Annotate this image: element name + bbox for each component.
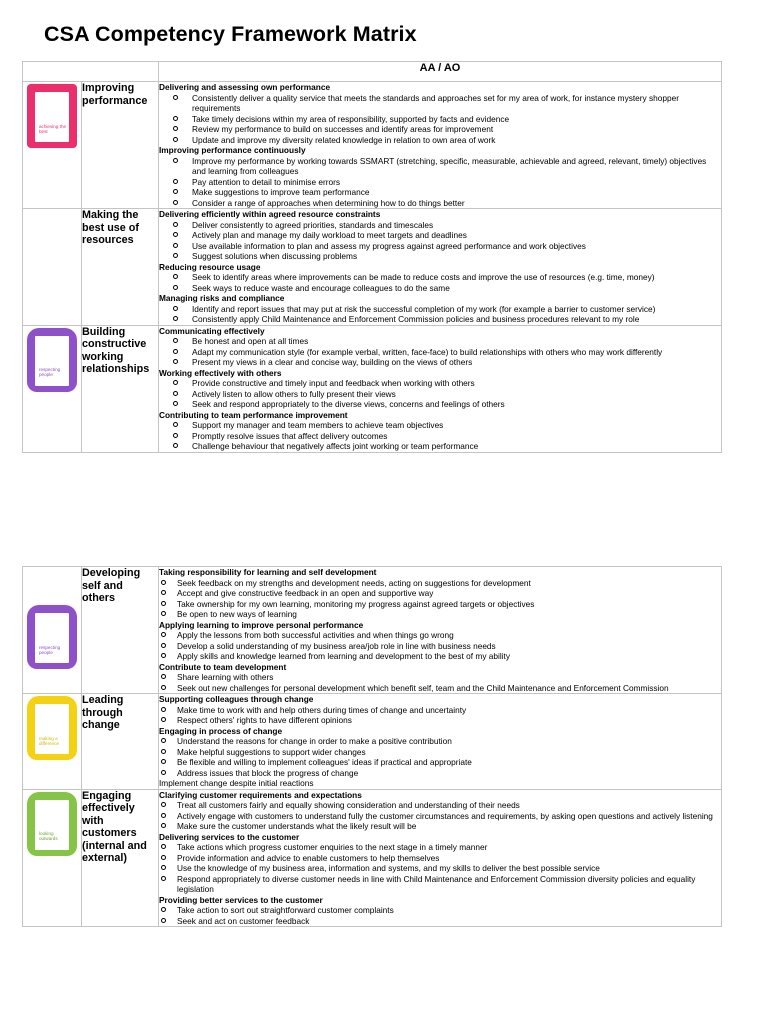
behaviour-item [159, 905, 721, 916]
behaviour-item [159, 811, 721, 822]
behaviour-text: Make sure the customer understands what the likely result will be [177, 821, 417, 831]
behaviour-text: Seek feedback on my strengths and development needs, acting on suggestions for development [177, 577, 531, 588]
behaviour-item [159, 135, 721, 146]
circle-bullet-icon [173, 189, 178, 194]
badge-inner [35, 800, 69, 850]
behaviour-text: Treat all customers fairly and equally showing consideration and understanding of their needs [177, 800, 520, 810]
behaviour-text: Make helpful suggestions to support wider changes [177, 746, 366, 757]
behaviour-text: Identify and report issues that may put at risk the successful completion of my work (for example a barrier to customer service) [192, 303, 656, 314]
circle-bullet-icon [161, 653, 166, 658]
section-heading: Reducing resource usage [159, 261, 261, 272]
behaviour-item [159, 630, 721, 641]
behaviour-text: Respond appropriately to diverse customer needs in line with Child Maintenance and Enforcement Commission diversity policies and equality legislation [177, 873, 696, 894]
circle-bullet-icon [173, 243, 178, 248]
behaviour-item [159, 93, 721, 114]
behaviour-item [159, 230, 721, 241]
competency-name: Leading through change [82, 694, 159, 790]
behaviour-text: Address issues that block the progress of change [177, 767, 359, 778]
behaviour-text: Improve my performance by working towards SSMART (stretching, specific, measurable, achievable and agreed, relevant, timely) objectives and learning from colleagues [192, 155, 707, 176]
behaviour-item [159, 916, 721, 927]
behaviour-item [159, 304, 721, 315]
behaviour-text: Be honest and open at all times [192, 336, 309, 346]
circle-bullet-icon [173, 391, 178, 396]
behaviour-text: Take action to sort out straightforward customer complaints [177, 905, 394, 915]
icon-cell [23, 209, 82, 326]
badge-caption: achieving the best [39, 123, 67, 134]
behaviour-text: Make time to work with and help others during times of change and uncertainty [177, 704, 467, 715]
behaviour-item [159, 156, 721, 177]
icon-cell [23, 325, 82, 452]
behaviour-item [159, 314, 721, 325]
behaviour-list [159, 220, 721, 262]
behaviour-text: Accept and give constructive feedback in an open and supportive way [177, 588, 434, 598]
section-heading: Working effectively with others [159, 367, 282, 378]
behaviour-item [159, 609, 721, 620]
behaviour-list [159, 420, 721, 452]
competency-row [23, 789, 722, 927]
behaviour-list [159, 93, 721, 146]
behaviour-text: Promptly resolve issues that affect delivery outcomes [192, 430, 388, 441]
behaviour-item [159, 578, 721, 589]
circle-bullet-icon [173, 433, 178, 438]
behaviour-item [159, 736, 721, 747]
badge-caption: looking outwards [39, 831, 58, 842]
behaviour-text: Seek and act on customer feedback [177, 915, 310, 926]
circle-bullet-icon [161, 611, 166, 616]
competency-row [23, 82, 722, 209]
circle-bullet-icon [161, 601, 166, 606]
section-heading: Managing risks and compliance [159, 293, 285, 303]
circle-bullet-icon [161, 844, 166, 849]
behaviour-item [159, 853, 721, 864]
circle-bullet-icon [173, 380, 178, 385]
circle-bullet-icon [161, 813, 166, 818]
competency-row [23, 567, 722, 694]
behaviour-list [159, 304, 721, 325]
achieving-the-best-icon [27, 84, 77, 148]
behaviour-item [159, 220, 721, 231]
circle-bullet-icon [161, 632, 166, 637]
competency-details [159, 789, 722, 927]
behaviour-item [159, 842, 721, 853]
circle-bullet-icon [173, 316, 178, 321]
behaviour-text: Use the knowledge of my business area, information and systems, and my skills to deliver the best possible service [177, 863, 600, 873]
circle-bullet-icon [173, 338, 178, 343]
behaviour-item [159, 399, 721, 410]
behaviour-item [159, 821, 721, 832]
behaviour-list [159, 156, 721, 209]
section-heading: Applying learning to improve personal performance [159, 619, 364, 630]
circle-bullet-icon [173, 443, 178, 448]
circle-bullet-icon [161, 770, 166, 775]
circle-bullet-icon [173, 359, 178, 364]
behaviour-item [159, 705, 721, 716]
behaviour-text: Provide constructive and timely input and feedback when working with others [192, 378, 475, 388]
competency-row [23, 694, 722, 790]
behaviour-text: Pay attention to detail to minimise errors [192, 176, 341, 187]
behaviour-text: Suggest solutions when discussing problems [192, 251, 358, 261]
section-heading: Contribute to team development [159, 661, 287, 672]
respecting-people-icon [27, 328, 77, 392]
behaviour-list [159, 705, 721, 726]
circle-bullet-icon [161, 876, 166, 881]
behaviour-item [159, 251, 721, 262]
section-heading: Communicating effectively [159, 325, 265, 336]
behaviour-text: Apply skills and knowledge learned from learning and development to the best of my ability [177, 651, 510, 661]
behaviour-item [159, 715, 721, 726]
circle-bullet-icon [161, 918, 166, 923]
competency-name: Engaging effectively with customers (internal and external) [82, 789, 159, 927]
behaviour-item [159, 347, 721, 358]
circle-bullet-icon [161, 823, 166, 828]
circle-bullet-icon [173, 158, 178, 163]
icon-cell [23, 567, 82, 694]
behaviour-item [159, 114, 721, 125]
behaviour-item [159, 672, 721, 683]
behaviour-list [159, 272, 721, 293]
behaviour-text: Seek to identify areas where improvements can be made to reduce costs and improve the use of resources (e.g. time, money) [192, 272, 655, 282]
circle-bullet-icon [173, 222, 178, 227]
competency-details [159, 694, 722, 790]
behaviour-text: Consistently deliver a quality service that meets the standards and approaches set for my area of work, for instance mystery shopper requirements [192, 92, 679, 113]
behaviour-text: Take actions which progress customer enquiries to the next stage in a timely manner [177, 842, 488, 852]
behaviour-list [159, 905, 721, 926]
badge-inner [35, 92, 69, 142]
badge-caption: respecting people [39, 644, 61, 655]
behaviour-item [159, 198, 721, 209]
behaviour-item [159, 124, 721, 135]
circle-bullet-icon [161, 643, 166, 648]
behaviour-item [159, 187, 721, 198]
circle-bullet-icon [173, 232, 178, 237]
circle-bullet-icon [173, 401, 178, 406]
circle-bullet-icon [173, 116, 178, 121]
behaviour-item [159, 651, 721, 662]
behaviour-item [159, 389, 721, 400]
behaviour-text: Provide information and advice to enable customers to help themselves [177, 852, 440, 863]
badge-inner [35, 613, 69, 663]
behaviour-item [159, 441, 721, 452]
looking-outwards-icon [27, 792, 77, 856]
behaviour-item [159, 747, 721, 758]
behaviour-text: Use available information to plan and assess my progress against agreed performance and work objectives [192, 240, 586, 251]
badge-caption: respecting people [39, 367, 61, 378]
behaviour-item [159, 768, 721, 779]
behaviour-item [159, 378, 721, 389]
behaviour-text: Present my views in a clear and concise way, building on the views of others [192, 357, 473, 367]
behaviour-text: Actively listen to allow others to fully present their views [192, 388, 396, 399]
circle-bullet-icon [173, 179, 178, 184]
competency-details [159, 567, 722, 694]
behaviour-text: Challenge behaviour that negatively affects joint working or team performance [192, 441, 479, 451]
section-heading: Delivering efficiently within agreed resource constraints [159, 209, 381, 219]
behaviour-list [159, 378, 721, 410]
behaviour-item [159, 757, 721, 768]
competency-row [23, 325, 722, 452]
competency-details [159, 82, 722, 209]
circle-bullet-icon [161, 717, 166, 722]
behaviour-item [159, 588, 721, 599]
section-heading: Providing better services to the customer [159, 894, 323, 905]
circle-bullet-icon [161, 802, 166, 807]
behaviour-text: Support my manager and team members to achieve team objectives [192, 420, 444, 430]
behaviour-text: Be open to new ways of learning [177, 609, 297, 619]
behaviour-list [159, 578, 721, 620]
circle-bullet-icon [173, 137, 178, 142]
behaviour-item [159, 336, 721, 347]
section-heading: Engaging in process of change [159, 725, 283, 736]
behaviour-item [159, 177, 721, 188]
behaviour-item [159, 420, 721, 431]
behaviour-item [159, 683, 721, 694]
behaviour-item [159, 863, 721, 874]
behaviour-text: Consider a range of approaches when determining how to do things better [192, 197, 465, 208]
behaviour-text: Review my performance to build on successes and identify areas for improvement [192, 124, 494, 134]
behaviour-text: Actively plan and manage my daily workload to meet targets and deadlines [192, 230, 467, 240]
behaviour-item [159, 357, 721, 368]
behaviour-text: Develop a solid understanding of my business area/job role in line with business needs [177, 640, 496, 651]
section-note: Implement change despite initial reactions [159, 778, 314, 788]
section-heading: Clarifying customer requirements and expectations [159, 789, 362, 800]
circle-bullet-icon [173, 274, 178, 279]
badge-inner [35, 704, 69, 754]
behaviour-item [159, 599, 721, 610]
page-title: CSA Competency Framework Matrix [44, 22, 417, 46]
behaviour-text: Seek out new challenges for personal development which benefit self, team and the Child Maintenance and Enforcement Commission [177, 682, 669, 693]
icon-cell [23, 82, 82, 209]
behaviour-item [159, 283, 721, 294]
circle-bullet-icon [173, 200, 178, 205]
behaviour-list [159, 630, 721, 662]
table-header-row [23, 62, 722, 82]
circle-bullet-icon [173, 253, 178, 258]
badge-inner [35, 336, 69, 386]
circle-bullet-icon [173, 349, 178, 354]
circle-bullet-icon [161, 759, 166, 764]
circle-bullet-icon [161, 907, 166, 912]
section-heading: Contributing to team performance improvement [159, 409, 348, 420]
grade-header: AA / AO [159, 62, 722, 82]
behaviour-text: Take timely decisions within my area of responsibility, supported by facts and evidence [192, 113, 510, 124]
behaviour-text: Take ownership for my own learning, monitoring my progress against agreed targets or objectives [177, 598, 535, 609]
behaviour-text: Apply the lessons from both successful activities and when things go wrong [177, 630, 454, 640]
behaviour-item [159, 874, 721, 895]
section-heading: Improving performance continuously [159, 145, 306, 155]
circle-bullet-icon [161, 738, 166, 743]
behaviour-text: Deliver consistently to agreed priorities, standards and timescales [192, 219, 434, 230]
circle-bullet-icon [161, 855, 166, 860]
competency-details [159, 209, 722, 326]
behaviour-text: Share learning with others [177, 672, 274, 682]
circle-bullet-icon [161, 590, 166, 595]
icon-cell [23, 694, 82, 790]
behaviour-list [159, 842, 721, 895]
competency-row [23, 209, 722, 326]
circle-bullet-icon [173, 126, 178, 131]
competency-name: Making the best use of resources [82, 209, 159, 326]
circle-bullet-icon [161, 707, 166, 712]
behaviour-list [159, 672, 721, 693]
making-a-difference-icon [27, 696, 77, 760]
circle-bullet-icon [173, 95, 178, 100]
behaviour-text: Seek and respond appropriately to the diverse views, concerns and feelings of others [192, 399, 505, 409]
circle-bullet-icon [173, 306, 178, 311]
circle-bullet-icon [161, 685, 166, 690]
behaviour-text: Respect others' rights to have different opinions [177, 715, 352, 725]
circle-bullet-icon [161, 580, 166, 585]
behaviour-item [159, 800, 721, 811]
behaviour-item [159, 272, 721, 283]
competency-name: Improving performance [82, 82, 159, 209]
competency-table-1 [22, 61, 722, 453]
behaviour-text: Update and improve my diversity related knowledge in relation to own area of work [192, 134, 496, 145]
respecting-people-icon [27, 605, 77, 669]
section-heading: Delivering services to the customer [159, 831, 300, 842]
behaviour-text: Actively engage with customers to understand fully the customer circumstances and requirements, by asking open questions and actively listening [177, 810, 713, 821]
behaviour-item [159, 431, 721, 442]
behaviour-list [159, 336, 721, 368]
header-blank-cell [23, 62, 159, 82]
badge-caption: making a difference [39, 735, 60, 746]
circle-bullet-icon [161, 749, 166, 754]
competency-name: Building constructive working relationships [82, 325, 159, 452]
circle-bullet-icon [161, 674, 166, 679]
circle-bullet-icon [161, 865, 166, 870]
behaviour-text: Adapt my communication style (for example verbal, written, face-face) to build relationships with others who may work differently [192, 346, 663, 357]
competency-details [159, 325, 722, 452]
behaviour-text: Be flexible and willing to implement colleagues' ideas if practical and appropriate [177, 757, 472, 767]
behaviour-text: Make suggestions to improve team performance [192, 187, 370, 197]
behaviour-text: Consistently apply Child Maintenance and Enforcement Commission policies and business procedures relevant to my role [192, 314, 640, 324]
behaviour-list [159, 800, 721, 832]
section-heading: Supporting colleagues through change [159, 694, 314, 704]
behaviour-text: Understand the reasons for change in order to make a positive contribution [177, 736, 452, 746]
behaviour-list [159, 736, 721, 778]
competency-table-2 [22, 566, 722, 927]
circle-bullet-icon [173, 285, 178, 290]
competency-name: Developing self and others [82, 567, 159, 694]
behaviour-text: Seek ways to reduce waste and encourage colleagues to do the same [192, 282, 450, 293]
section-heading: Taking responsibility for learning and self development [159, 567, 377, 577]
behaviour-item [159, 641, 721, 652]
circle-bullet-icon [173, 422, 178, 427]
icon-cell [23, 789, 82, 927]
behaviour-item [159, 241, 721, 252]
section-heading: Delivering and assessing own performance [159, 82, 331, 92]
